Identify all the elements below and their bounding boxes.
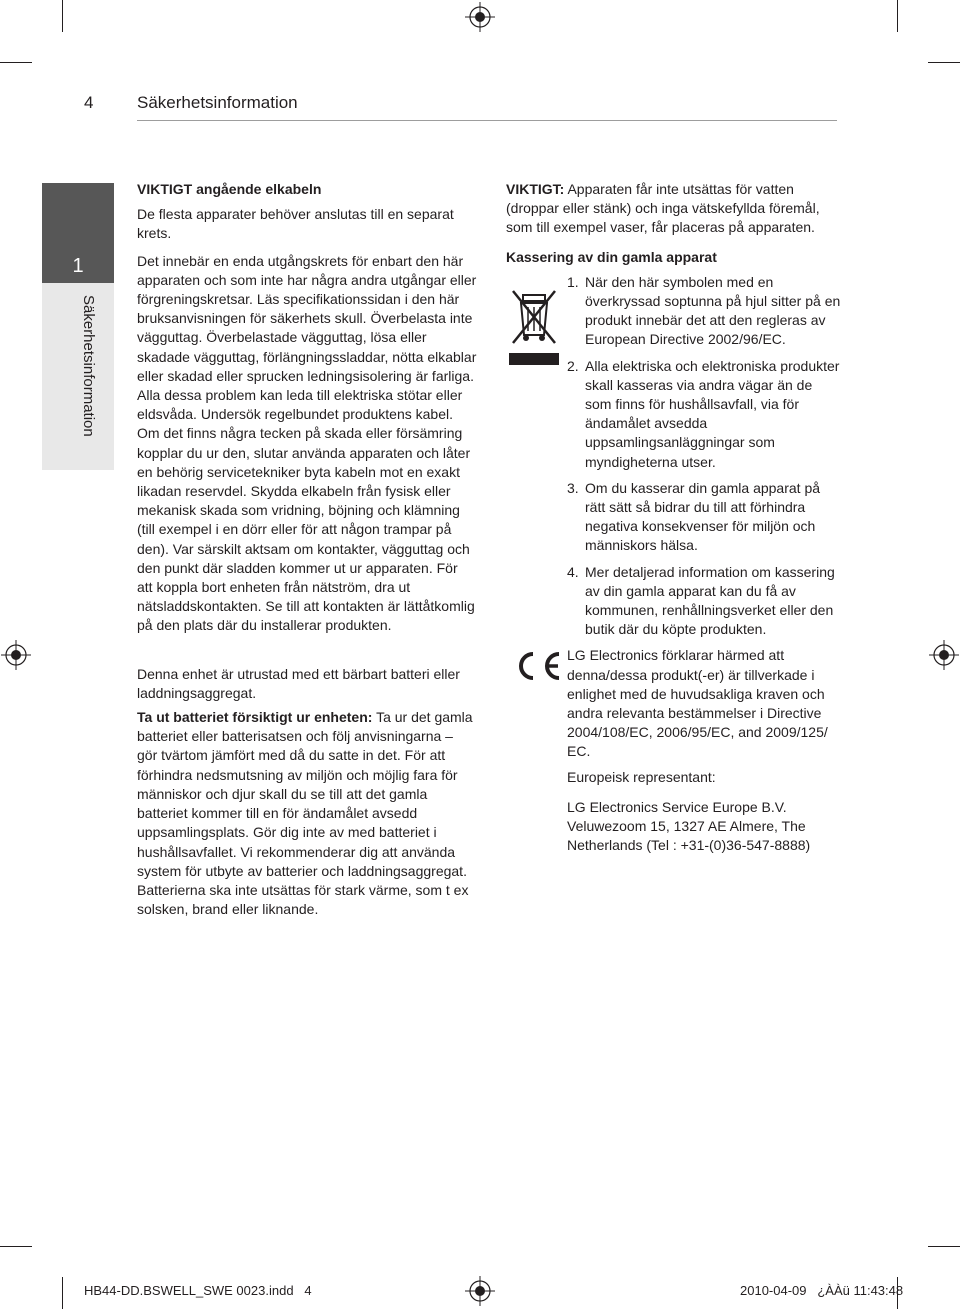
crop-mark xyxy=(897,0,898,32)
registration-mark-icon xyxy=(1,640,31,670)
battery-text: Ta ur det gamla batteriet eller batterisatsen och följ anvisningarna – gör tvärtom jämfört med då du satte in det. För att förhindra nedsmutsning av miljön och möjlig fara för människor och djur skall du se till att det gamla batteriet kommer till en för ändamålet avsedd uppsamlingsplats. Gör dig inte av med batteriet i hushållsavfallet. Vi rekommenderar dig att använda system för utbyte av batterier och laddningsaggregat. Batterierna ska inte utsättas för stark värme, som t ex solsken, brand eller liknande. xyxy=(137,709,473,918)
registration-mark-icon xyxy=(465,2,495,32)
footer-file: HB44-DD.BSWELL_SWE 0023.indd 4 xyxy=(84,1283,312,1298)
header-divider xyxy=(137,120,837,121)
footer-page: 4 xyxy=(304,1283,312,1298)
registration-mark-icon xyxy=(465,1276,495,1306)
paragraph: Denna enhet är utrustad med ett bärbart batteri eller laddningsaggregat. xyxy=(137,665,460,701)
page-number: 4 xyxy=(84,93,94,112)
left-column xyxy=(137,180,477,919)
paragraph: De flesta apparater behöver anslutas till en separat krets. xyxy=(137,206,454,242)
list-item: 1. När den här symbolen med en överkryssad soptunna på hjul sitter på en produkt innebär det att den regleras av European Directive 2002/96/EC. xyxy=(567,273,841,348)
battery-paragraph xyxy=(137,708,477,919)
list-item: 3. Om du kasserar din gamla apparat på rätt sätt så bidrar du till att förhindra negativa konsekvenser för miljön och människors hälsa. xyxy=(567,479,821,554)
disposal-heading: Kassering av din gamla apparat xyxy=(506,248,717,265)
section-title: Säkerhetsinformation xyxy=(137,93,298,112)
crop-mark xyxy=(0,62,32,63)
representative-label: Europeisk representant: xyxy=(567,768,716,785)
crop-mark xyxy=(928,62,960,63)
paragraph: Det innebär en enda utgångskrets för enbart den här apparaten och som inte har några andra utgångar eller förgreningskretsar. Läs specifikationssidan i den här bruksanvisningen för säkerhets skull. Överbelasta inte vägguttag. Överbelastade vägguttag, lösa eller skadade vägguttag, förlängningssladdar, nötta elkablar eller skadad eller sprucken ledningsisolering är farliga. Alla dessa problem kan leda till elektriska stötar eller eldsvåda. Undersök regelbundet produktens kabel. Om det finns några tecken på skada eller försämring kopplar du ur den, slutar använda apparaten och låter en behörig servicetekniker byta kabeln mot en exakt likadan reservdel. Skydda elkabeln från fysisk eller mekanisk skada som vridning, böjning och klämning (till exempel i en dörr eller för att någon trampar på den). Var särskilt aktsam om kontakter, vägguttag och den punkt där sladden kommer ut ur apparaten. För att koppla bort enheten från nätström, dra ut nätsladdskontakten. Se till att kontakten är lättåtkomlig på den plats där du installerar produkten. xyxy=(137,252,477,634)
weee-crossed-bin-icon xyxy=(509,285,559,365)
crop-mark xyxy=(928,1246,960,1247)
ce-statement: LG Electronics förklarar härmed att denna/dessa produkt(-er) är tillverkade i enlighet med de huvudsakliga kraven och andra relevanta bestämmelser i Directive 2004/108/EC, 2006/95/EC, and 2009/125/ EC. xyxy=(567,647,828,760)
side-tab-number: 1 xyxy=(72,255,84,277)
warning-label: VIKTIGT: xyxy=(506,181,565,197)
list-item: 2. Alla elektriska och elektroniska produkter skall kasseras via andra vägar än de som finns för hushållsavfall, via för ändamålet avsedda uppsamlingsanläggningar som myndigheterna utser. xyxy=(567,357,840,470)
side-tab-label: Säkerhetsinformation xyxy=(80,295,97,437)
registration-mark-icon xyxy=(929,640,959,670)
representative-address: LG Electronics Service Europe B.V. Veluwezoom 15, 1327 AE Almere, The Netherlands (Tel : +31-(0)36-547-8888) xyxy=(567,798,811,854)
crop-mark xyxy=(62,0,63,32)
battery-heading: Ta ut batteriet försiktigt ur enheten: xyxy=(137,709,373,726)
ce-mark-icon xyxy=(511,650,563,682)
right-column xyxy=(506,180,841,856)
footer-timestamp: 2010-04-09 ¿ÀÀü 11:43:48 xyxy=(740,1283,904,1298)
disposal-list xyxy=(567,273,841,640)
crop-mark xyxy=(62,1277,63,1309)
ce-block xyxy=(506,646,841,855)
water-warning xyxy=(506,180,841,238)
power-cord-heading: VIKTIGT angående elkabeln xyxy=(137,181,322,197)
disposal-block xyxy=(506,273,841,640)
warning-text: Apparaten får inte utsättas för vatten (droppar eller stänk) och inga vätskefyllda föremål, som till exempel vaser, får placeras på apparaten. xyxy=(506,181,820,236)
list-item: 4. Mer detaljerad information om kassering av din gamla apparat kan du få av kommunen, renhållningsverket eller den butik där du köpte produkten. xyxy=(567,563,835,638)
crop-mark xyxy=(0,1246,32,1247)
